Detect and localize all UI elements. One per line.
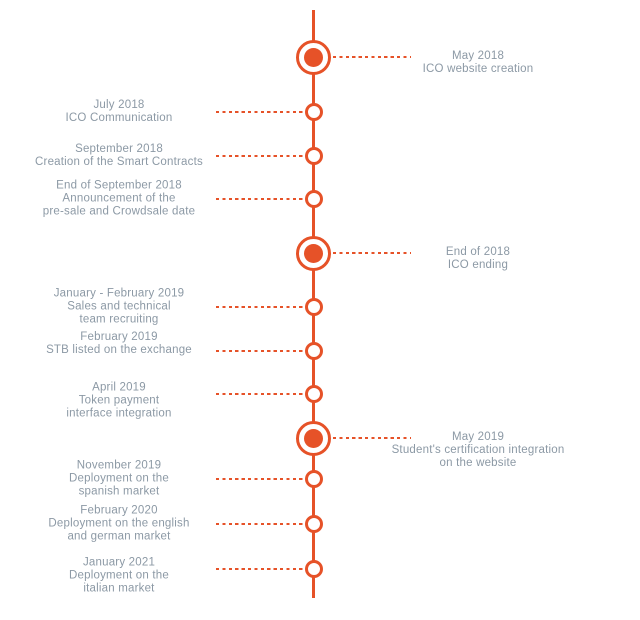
event-label bbox=[18, 99, 220, 125]
timeline-node-minor bbox=[305, 515, 323, 533]
event-label bbox=[18, 505, 220, 544]
event-description-line: ICO ending bbox=[447, 259, 509, 271]
event-date: February 2019 bbox=[80, 331, 158, 343]
timeline-node-minor bbox=[305, 342, 323, 360]
event-description-line: Deployment on the bbox=[69, 472, 169, 485]
event-connector-line bbox=[216, 568, 303, 571]
event-label bbox=[18, 180, 220, 219]
event-description-line: team recruiting bbox=[79, 313, 159, 326]
node-inner-dot bbox=[304, 48, 323, 67]
event-connector-line bbox=[216, 523, 303, 526]
timeline-node-minor bbox=[305, 190, 323, 208]
event-date: May 2019 bbox=[451, 431, 505, 443]
event-description-line: on the website bbox=[439, 457, 517, 469]
event-connector-line bbox=[216, 478, 303, 481]
timeline-node-minor bbox=[305, 385, 323, 403]
event-connector-line bbox=[216, 393, 303, 396]
event-connector-line bbox=[216, 350, 303, 353]
event-date: September 2018 bbox=[75, 143, 163, 155]
event-label bbox=[18, 382, 220, 421]
event-date: May 2018 bbox=[451, 50, 505, 62]
event-label bbox=[18, 331, 220, 357]
event-description-line: pre-sale and Crowdsale date bbox=[42, 205, 196, 218]
event-connector-line bbox=[216, 111, 303, 114]
event-date: January - February 2019 bbox=[53, 287, 185, 300]
event-label bbox=[18, 557, 220, 596]
event-date: November 2019 bbox=[76, 459, 162, 472]
event-connector-line bbox=[216, 155, 303, 158]
event-date: February 2020 bbox=[80, 504, 158, 517]
event-date: January 2021 bbox=[82, 556, 156, 569]
event-description-line: Creation of the Smart Contracts bbox=[35, 156, 203, 168]
event-label bbox=[368, 246, 588, 272]
event-description-line: Deployment on the bbox=[69, 569, 169, 582]
event-description-line: and german market bbox=[67, 530, 171, 543]
event-description-line: ICO website creation bbox=[422, 63, 534, 75]
node-inner-dot bbox=[304, 244, 323, 263]
event-label bbox=[18, 288, 220, 327]
timeline-node-minor bbox=[305, 298, 323, 316]
event-description-line: interface integration bbox=[66, 407, 172, 420]
event-label bbox=[18, 460, 220, 499]
event-description-line: Sales and technical bbox=[67, 300, 171, 313]
timeline-node-major bbox=[296, 236, 331, 271]
event-date: July 2018 bbox=[93, 99, 145, 111]
event-description-line: Token payment bbox=[78, 394, 160, 407]
node-inner-dot bbox=[304, 429, 323, 448]
timeline-node-minor bbox=[305, 470, 323, 488]
timeline-node-minor bbox=[305, 147, 323, 165]
event-description-line: italian market bbox=[83, 582, 155, 595]
timeline-node-major bbox=[296, 40, 331, 75]
event-description-line: spanish market bbox=[78, 485, 160, 498]
event-date: April 2019 bbox=[92, 381, 146, 394]
event-connector-line bbox=[216, 198, 303, 201]
timeline-node-major bbox=[296, 421, 331, 456]
event-description-line: STB listed on the exchange bbox=[46, 344, 192, 356]
timeline-node-minor bbox=[305, 560, 323, 578]
event-description-line: Announcement of the bbox=[62, 192, 176, 205]
event-label bbox=[18, 143, 220, 169]
event-description-line: ICO Communication bbox=[65, 112, 173, 124]
timeline-node-minor bbox=[305, 103, 323, 121]
event-description-line: Deployment on the english bbox=[48, 517, 190, 530]
event-label bbox=[368, 50, 588, 76]
event-label bbox=[368, 431, 588, 470]
event-description-line: Student's certification integration bbox=[391, 444, 565, 456]
event-connector-line bbox=[216, 306, 303, 309]
event-date: End of September 2018 bbox=[56, 179, 182, 192]
event-date: End of 2018 bbox=[445, 246, 511, 258]
